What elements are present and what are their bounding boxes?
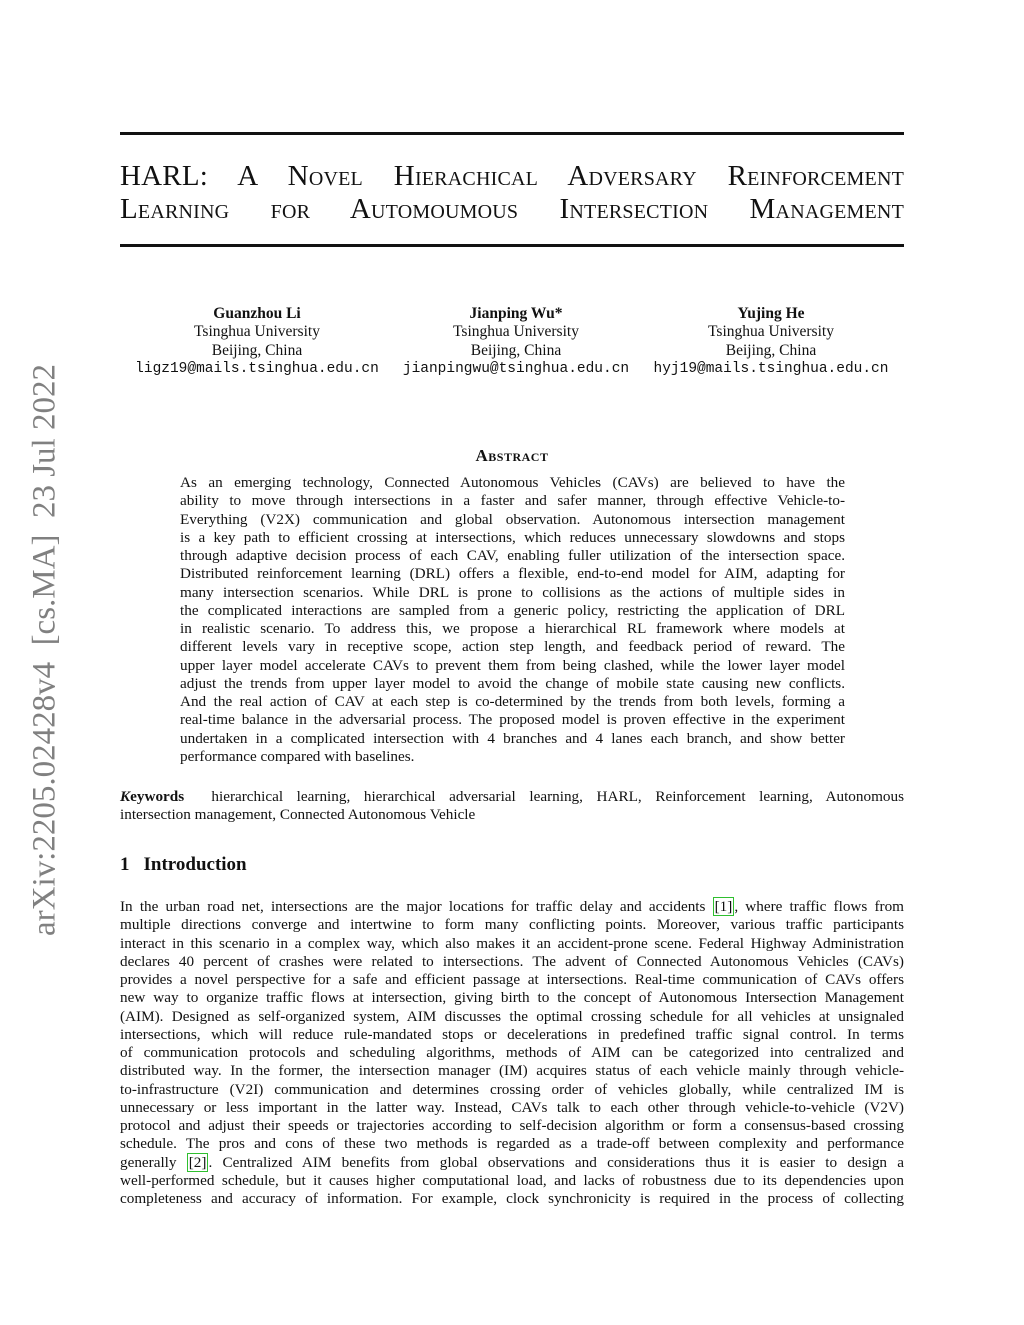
intro-line xyxy=(120,1135,904,1153)
section-number: 1 xyxy=(120,854,130,875)
abstract-line: the complicated interactions are sampled from a generic policy, restricting the application of DRL xyxy=(180,601,845,619)
abstract-line: through adaptive decision process of each CAV, enabling fuller utilization of the intersection space. xyxy=(180,547,845,564)
abstract-line: many intersection scenarios. While DRL is prone to collisions as the actions of multiple sides in xyxy=(180,583,845,601)
author-location: Beijing, China xyxy=(725,341,817,359)
intro-line xyxy=(120,1008,904,1026)
intro-line xyxy=(120,1099,904,1117)
intro-text: well-performed schedule, but it causes higher computational load, and lacks of robustness due to its dependencies upon xyxy=(120,1171,904,1189)
author-email[interactable]: ligz19@mails.tsinghua.edu.cn xyxy=(135,360,379,377)
abstract-line: adjust the trends from upper layer model to avoid the change of mobile state causing new conflicts. xyxy=(180,674,845,692)
intro-text: interact in this scenario in a complex way, which also makes it an accident-prone scene. Federal Highway Administration xyxy=(120,934,904,952)
abstract-line: Distributed reinforcement learning (DRL) offers a flexible, end-to-end model for AIM, adapting for xyxy=(180,565,845,583)
intro-line xyxy=(120,953,904,971)
intro-text: In the urban road net, intersections are the major locations for traffic delay and accidents xyxy=(120,898,713,915)
title-rule-bottom xyxy=(120,244,904,247)
introduction-body xyxy=(120,898,904,1208)
author-name: Guanzhou Li xyxy=(213,305,301,322)
paper-title xyxy=(120,160,904,226)
author-email[interactable]: jianpingwu@tsinghua.edu.cn xyxy=(402,360,630,377)
keywords-line: intersection management, Connected Autonomous Vehicle xyxy=(120,806,476,824)
intro-line xyxy=(120,1081,904,1099)
intro-text: protocol and adjust their speeds or trajectories according to self-decision algorithm or form a consensus-based crossing xyxy=(120,1117,904,1134)
abstract-line: undertaken in a complicated intersection with 4 branches and 4 lanes each branch, and show better xyxy=(180,729,845,747)
abstract-body xyxy=(180,474,845,766)
title-rule-top xyxy=(120,132,904,135)
title-line: Learning for Automoumous Intersection Management xyxy=(120,193,904,225)
abstract-line: different levels vary in receptive scope, action step length, and feedback period of reward. The xyxy=(180,638,845,656)
author-affiliation: Tsinghua University xyxy=(708,323,834,341)
intro-text: . Centralized AIM benefits from global observations and considerations thus it is easier to design a xyxy=(208,1153,904,1171)
intro-line xyxy=(120,1172,904,1190)
citation-link[interactable]: [1] xyxy=(714,898,733,915)
intro-text: (AIM). Designed as self-organized system, AIM discusses the optimal crossing schedule for all vehicles at unsignaled xyxy=(120,1007,904,1025)
intro-line xyxy=(120,898,904,916)
intro-text: distributed way. In the former, the intersection manager (IM) acquires status of each vehicle mainly through vehicle- xyxy=(120,1062,904,1080)
intro-text: generally xyxy=(120,1153,187,1171)
intro-line xyxy=(120,971,904,989)
keywords-label: Keywords xyxy=(120,788,185,805)
author-affiliation: Tsinghua University xyxy=(194,323,320,341)
author-email[interactable]: hyj19@mails.tsinghua.edu.cn xyxy=(653,360,889,377)
intro-line xyxy=(120,1117,904,1135)
section-title: Introduction xyxy=(143,854,247,875)
intro-line xyxy=(120,916,904,934)
intro-line xyxy=(120,1062,904,1080)
author-name: Jianping Wu* xyxy=(469,305,563,322)
abstract-line: And the real action of CAV at each step is co-determined by the trends from both levels, forming a xyxy=(180,693,845,710)
citation-link[interactable]: [2] xyxy=(188,1153,207,1171)
keywords xyxy=(120,788,904,825)
intro-line xyxy=(120,1154,904,1172)
title-line: HARL: A Novel Hierachical Adversary Reinforcement xyxy=(120,160,904,192)
intro-text: multiple directions converge and intertwine to form many conflicting points. Moreover, various traffic participants xyxy=(120,916,904,934)
abstract-line: real-time balance in the adversarial process. The proposed model is proven effective in the experiment xyxy=(180,711,845,729)
abstract-line: upper layer model accelerate CAVs to prevent them from being clashed, while the lower layer model xyxy=(180,656,845,674)
intro-text: new way to organize traffic flows at intersection, giving birth to the concept of Autonomous Intersection Management xyxy=(120,989,904,1007)
abstract-line: Everything (V2X) communication and global observation. Autonomous intersection management xyxy=(180,510,845,528)
abstract-line: in realistic scenario. To address this, we propose a hierarchical RL framework where models at xyxy=(180,620,845,637)
intro-text: provides a novel perspective for a safe and efficient passage at intersections. Real-time communication of CAVs offers xyxy=(120,971,904,988)
intro-line xyxy=(120,1026,904,1044)
keywords-line xyxy=(120,788,904,806)
section-heading xyxy=(120,854,247,876)
arxiv-identifier: arXiv:2205.02428v4 [cs.MA] 23 Jul 2022 xyxy=(26,364,63,936)
intro-text: , where traffic flows from xyxy=(734,898,904,915)
intro-line xyxy=(120,1044,904,1062)
intro-text: intersections, which will reduce rule-mandated stops or decelerations in predefined traffic signal control. In terms xyxy=(120,1025,904,1043)
intro-text: completeness and accuracy of information. For example, clock synchronicity is required in the process of collecting xyxy=(120,1190,904,1207)
keywords-text: hierarchical learning, hierarchical adversarial learning, HARL, Reinforcement learning, Autonomous xyxy=(211,788,905,805)
intro-line xyxy=(120,935,904,953)
author xyxy=(631,305,911,378)
abstract-line: ability to move through intersections in a faster and safer manner, through effective Vehicle-to- xyxy=(180,492,845,510)
intro-text: schedule. The pros and cons of these two methods is regarded as a trade-off between complexity and performance xyxy=(120,1135,904,1153)
abstract-line: performance compared with baselines. xyxy=(180,747,415,765)
author-name: Yujing He xyxy=(737,305,805,322)
intro-text: unnecessary or less important in the latter way. Instead, CAVs talk to each other through vehicle-to-vehicle (V2V) xyxy=(120,1098,904,1116)
author-location: Beijing, China xyxy=(211,341,303,359)
abstract-line: As an emerging technology, Connected Autonomous Vehicles (CAVs) are believed to have the xyxy=(180,474,845,491)
intro-text: declares 40 percent of crashes were related to intersections. The advent of Connected Autonomous Vehicles (CAVs) xyxy=(120,952,904,970)
author xyxy=(117,305,397,378)
abstract-line: is a key path to efficient crossing at intersections, which reduces unnecessary slowdowns and stops xyxy=(180,528,845,546)
intro-text: of communication protocols and scheduling algorithms, methods of AIM can be categorized into centralized and xyxy=(120,1044,904,1061)
intro-line xyxy=(120,1190,904,1208)
intro-line xyxy=(120,989,904,1007)
author-location: Beijing, China xyxy=(470,341,562,359)
abstract-heading: Abstract xyxy=(475,446,549,465)
intro-text: to-infrastructure (V2I) communication and determines crossing order of vehicles globally, while centralized IM is xyxy=(120,1080,904,1098)
author-affiliation: Tsinghua University xyxy=(453,323,579,341)
author xyxy=(376,305,656,378)
